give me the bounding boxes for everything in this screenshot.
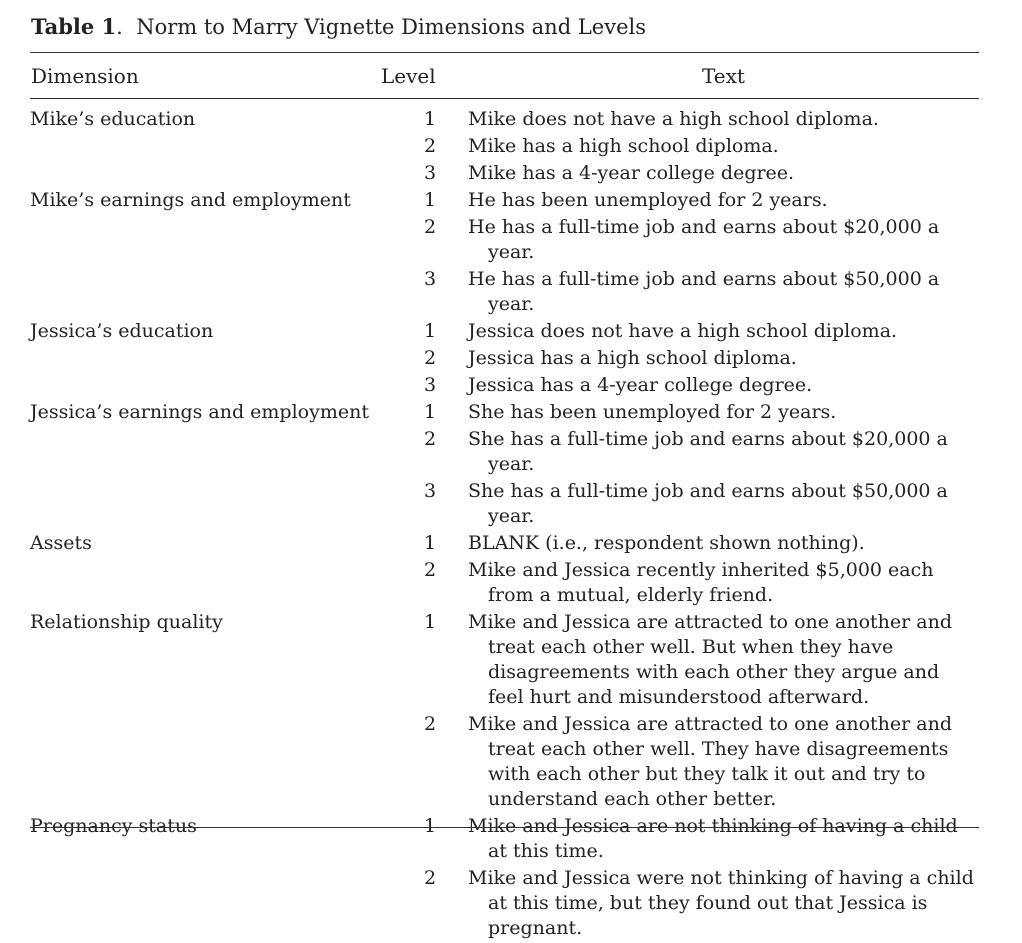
dimension-cell: Jessica’s education (30, 320, 214, 342)
level-cell: 2 (423, 428, 437, 450)
text-cell: She has been unemployed for 2 years. (468, 401, 837, 423)
level-cell: 1 (423, 189, 437, 211)
text-cell: Mike does not have a high school diploma. (468, 108, 879, 130)
level-cell: 1 (423, 611, 437, 633)
text-cell: He has been unemployed for 2 years. (468, 189, 828, 211)
level-cell: 3 (423, 268, 437, 290)
dimension-cell (30, 558, 392, 608)
column-header-text: Text (702, 64, 745, 88)
table-row (30, 400, 979, 425)
table-group (30, 610, 979, 812)
table-row (30, 215, 979, 265)
level-cell: 2 (423, 867, 437, 889)
table-group (30, 400, 979, 529)
text-cell: Mike and Jessica are not thinking of having a child at this time. (468, 815, 958, 862)
text-cell: Jessica does not have a high school diploma. (468, 320, 898, 342)
dimension-cell: Mike’s education (30, 108, 196, 130)
level-cell: 2 (423, 559, 437, 581)
header-rule (30, 98, 979, 99)
dimension-cell: Mike’s earnings and employment (30, 189, 351, 211)
level-cell: 1 (423, 532, 437, 554)
level-cell: 2 (423, 216, 437, 238)
dimension-cell (30, 134, 392, 159)
table-title: Norm to Marry Vignette Dimensions and Levels (136, 15, 646, 39)
table-group (30, 319, 979, 398)
dimension-cell (30, 427, 392, 477)
table-row (30, 427, 979, 477)
dimension-cell (30, 866, 392, 941)
text-cell: He has a full-time job and earns about $50,000 a year. (468, 268, 940, 315)
dimension-cell: Pregnancy status (30, 815, 197, 837)
bottom-rule (30, 827, 979, 828)
column-header-dimension: Dimension (31, 64, 139, 88)
text-cell: Mike has a high school diploma. (468, 135, 779, 157)
table-group (30, 188, 979, 317)
dimension-cell: Jessica’s earnings and employment (30, 401, 369, 423)
level-cell: 1 (423, 320, 437, 342)
table-row (30, 712, 979, 812)
table-row (30, 188, 979, 213)
dimension-cell (30, 712, 392, 812)
text-cell: Mike and Jessica are attracted to one another and treat each other well. They have disagreements with each other but they talk it out and try to understand each other better. (468, 713, 953, 810)
caption-separator: . (116, 15, 137, 39)
text-cell: He has a full-time job and earns about $20,000 a year. (468, 216, 940, 263)
level-cell: 3 (423, 374, 437, 396)
level-cell: 2 (423, 135, 437, 157)
table-row (30, 346, 979, 371)
table-group (30, 814, 979, 941)
dimension-cell (30, 346, 392, 371)
text-cell: She has a full-time job and earns about $50,000 a year. (468, 480, 948, 527)
table-row (30, 866, 979, 941)
table-row (30, 107, 979, 132)
table-group (30, 531, 979, 608)
table-row (30, 531, 979, 556)
table-row (30, 558, 979, 608)
table-row (30, 161, 979, 186)
dimension-cell: Assets (30, 532, 92, 554)
column-header-level: Level (381, 64, 436, 88)
text-cell: She has a full-time job and earns about $20,000 a year. (468, 428, 948, 475)
dimension-cell (30, 161, 392, 186)
dimension-cell (30, 373, 392, 398)
table-row (30, 267, 979, 317)
table-caption (31, 14, 646, 39)
level-cell: 3 (423, 162, 437, 184)
dimension-cell: Relationship quality (30, 611, 223, 633)
text-cell: Mike and Jessica recently inherited $5,000 each from a mutual, elderly friend. (468, 559, 934, 606)
table-row (30, 610, 979, 710)
text-cell: Mike and Jessica were not thinking of having a child at this time, but they found out that Jessica is pregnant. (468, 867, 974, 939)
level-cell: 1 (423, 108, 437, 130)
level-cell: 3 (423, 480, 437, 502)
level-cell: 1 (423, 401, 437, 423)
table-row (30, 373, 979, 398)
level-cell: 2 (423, 713, 437, 735)
text-cell: Jessica has a 4-year college degree. (468, 374, 813, 396)
level-cell: 1 (423, 815, 437, 837)
table-row (30, 479, 979, 529)
dimension-cell (30, 479, 392, 529)
table-group (30, 107, 979, 186)
table-body (30, 107, 979, 943)
text-cell: Jessica has a high school diploma. (468, 347, 797, 369)
level-cell: 2 (423, 347, 437, 369)
text-cell: Mike has a 4-year college degree. (468, 162, 795, 184)
table-row (30, 319, 979, 344)
table-label: Table 1 (31, 14, 117, 39)
text-cell: Mike and Jessica are attracted to one another and treat each other well. But when they have disagreements with each other they argue and feel hurt and misunderstood afterward. (468, 611, 953, 708)
table-row (30, 134, 979, 159)
top-rule (30, 52, 979, 53)
text-cell: BLANK (i.e., respondent shown nothing). (468, 532, 865, 554)
dimension-cell (30, 267, 392, 317)
table-row (30, 814, 979, 864)
dimension-cell (30, 215, 392, 265)
